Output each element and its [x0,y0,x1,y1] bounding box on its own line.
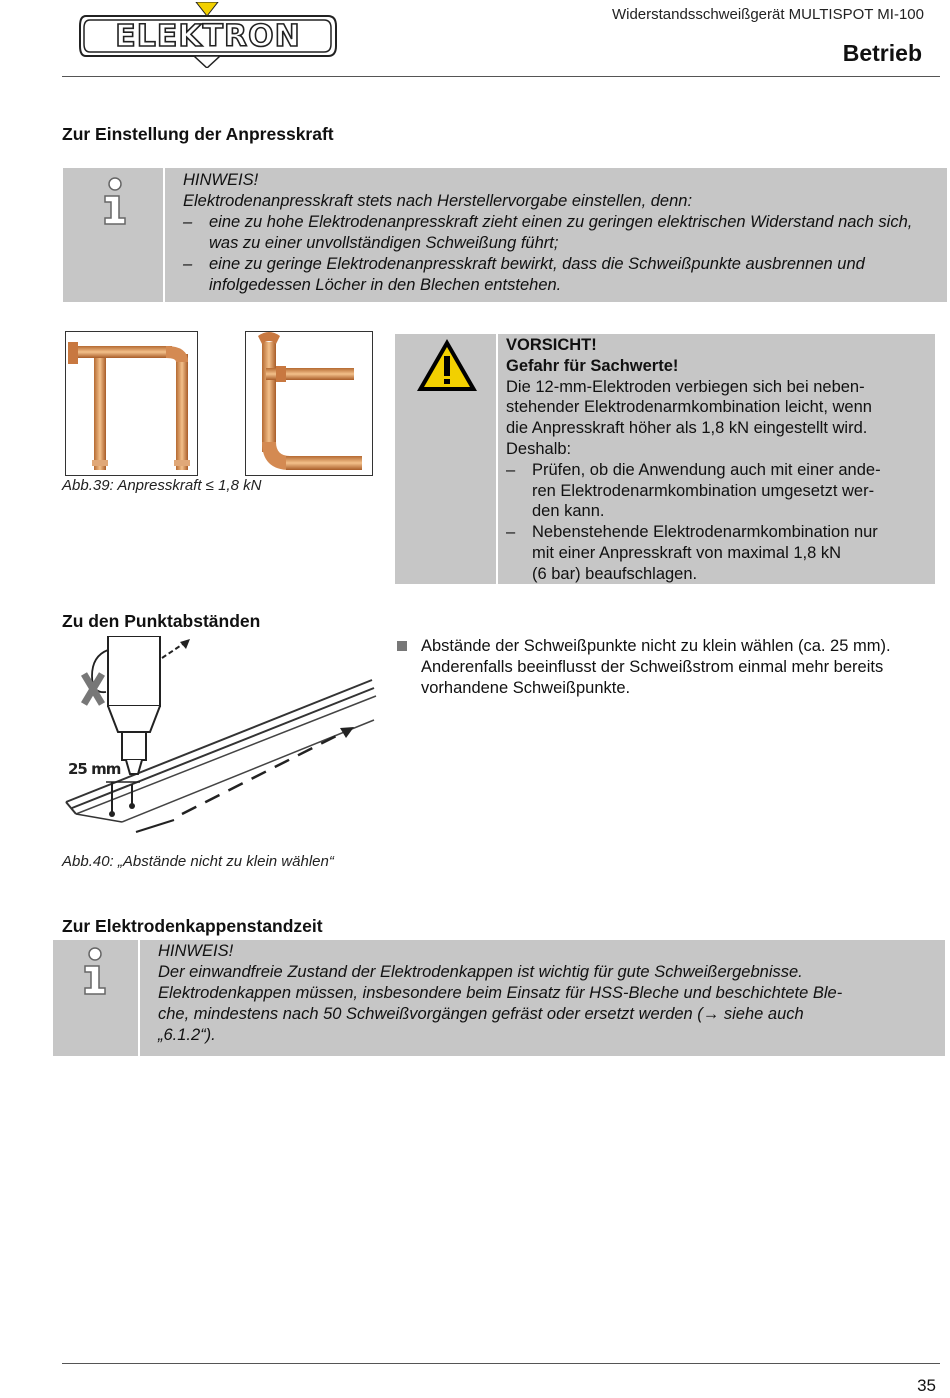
vorsicht-text [506,335,931,585]
vorsicht-box [395,334,935,584]
figure-39-caption: Abb.39: Anpresskraft ≤ 1,8 kN [62,477,262,494]
electrode-arm-photo-2 [245,331,373,476]
elektron-logo [78,2,338,68]
list-item: – Prüfen, ob die Anwendung auch mit einer ande- ren Elektrodenarmkombination umgesetzt wer- den kann. [506,460,881,521]
heading-elektrodenkappen: Zur Elektrodenkappenstandzeit [62,916,323,936]
text-line: che, mindestens nach 50 Schweißvorgängen gefräst oder ersetzt werden (→ siehe auch [158,1005,804,1023]
bullet-square-icon [397,641,407,651]
info-icon [79,946,111,996]
text-line: stehender Elektrodenarmkombination leicht, wenn [506,398,872,417]
list-item: – eine zu geringe Elektrodenanpresskraft bewirkt, dass die Schweißpunkte ausbrennen und infolgedessen Löcher in den Blechen entstehen. [183,255,865,294]
document-title: Widerstandsschweißgerät MULTISPOT MI-100 [611,6,924,23]
spacing-label: 25 mm [68,760,121,778]
info-column [53,940,140,1056]
info-column [63,168,165,302]
bullet-punktabstand [395,636,945,699]
footer-divider [62,1363,940,1364]
vorsicht-label: VORSICHT! [506,336,597,354]
hinweis-box-2 [53,940,945,1056]
svg-text:ELEKTRON: ELEKTRON [115,19,301,54]
figure-40-caption: Abb.40: „Abstände nicht zu klein wählen“ [62,853,334,870]
info-icon [99,176,131,226]
page-number: 35 [917,1376,936,1395]
vorsicht-subtitle: Gefahr für Sachwerte! [506,356,679,375]
hinweis-intro: Elektrodenanpresskraft stets nach Herstellervorgabe einstellen, denn: [183,192,693,210]
hinweis-label: HINWEIS! [183,171,259,189]
hinweis-box-1 [63,168,947,302]
text-line: Elektrodenkappen müssen, insbesondere beim Einsatz für HSS-Bleche und beschichtete Ble- [158,984,843,1002]
heading-anpresskraft: Zur Einstellung der Anpresskraft [62,124,334,144]
text-line: Die 12-mm-Elektroden verbiegen sich bei neben- [506,377,865,396]
header-divider [62,76,940,77]
text-line: Deshalb: [506,439,572,458]
warning-column [395,334,498,584]
heading-punktabstaende: Zu den Punktabständen [62,611,261,631]
list-item: – eine zu hohe Elektrodenanpresskraft zieht einen zu geringen elektrischen Widerstand nach sich, was zu einer unvollständigen Schweißung führt; [183,213,913,252]
warning-triangle-icon [414,336,480,394]
spot-distance-diagram [62,636,382,854]
list-item: – Nebenstehende Elektrodenarmkombination nur mit einer Anpresskraft von maximal 1,8 kN (6 bar) beaufschlagen. [506,523,878,583]
text-line: die Anpresskraft höher als 1,8 kN eingestellt wird. [506,419,868,438]
section-title: Betrieb [842,40,922,66]
text-line: Der einwandfreie Zustand der Elektrodenkappen ist wichtig für gute Schweißergebnisse. [158,963,803,981]
hinweis-text-2 [158,941,938,1046]
text-line: „6.1.2“). [158,1026,216,1044]
hinweis-label: HINWEIS! [158,942,234,960]
electrode-arm-photo-1 [65,331,198,476]
hinweis-text-1 [183,170,938,296]
list-item: Abstände der Schweißpunkte nicht zu klein wählen (ca. 25 mm). Anderenfalls beeinflusst der Schweißstrom einmal mehr bereits vorhandene Schweißpunkte. [395,636,945,699]
